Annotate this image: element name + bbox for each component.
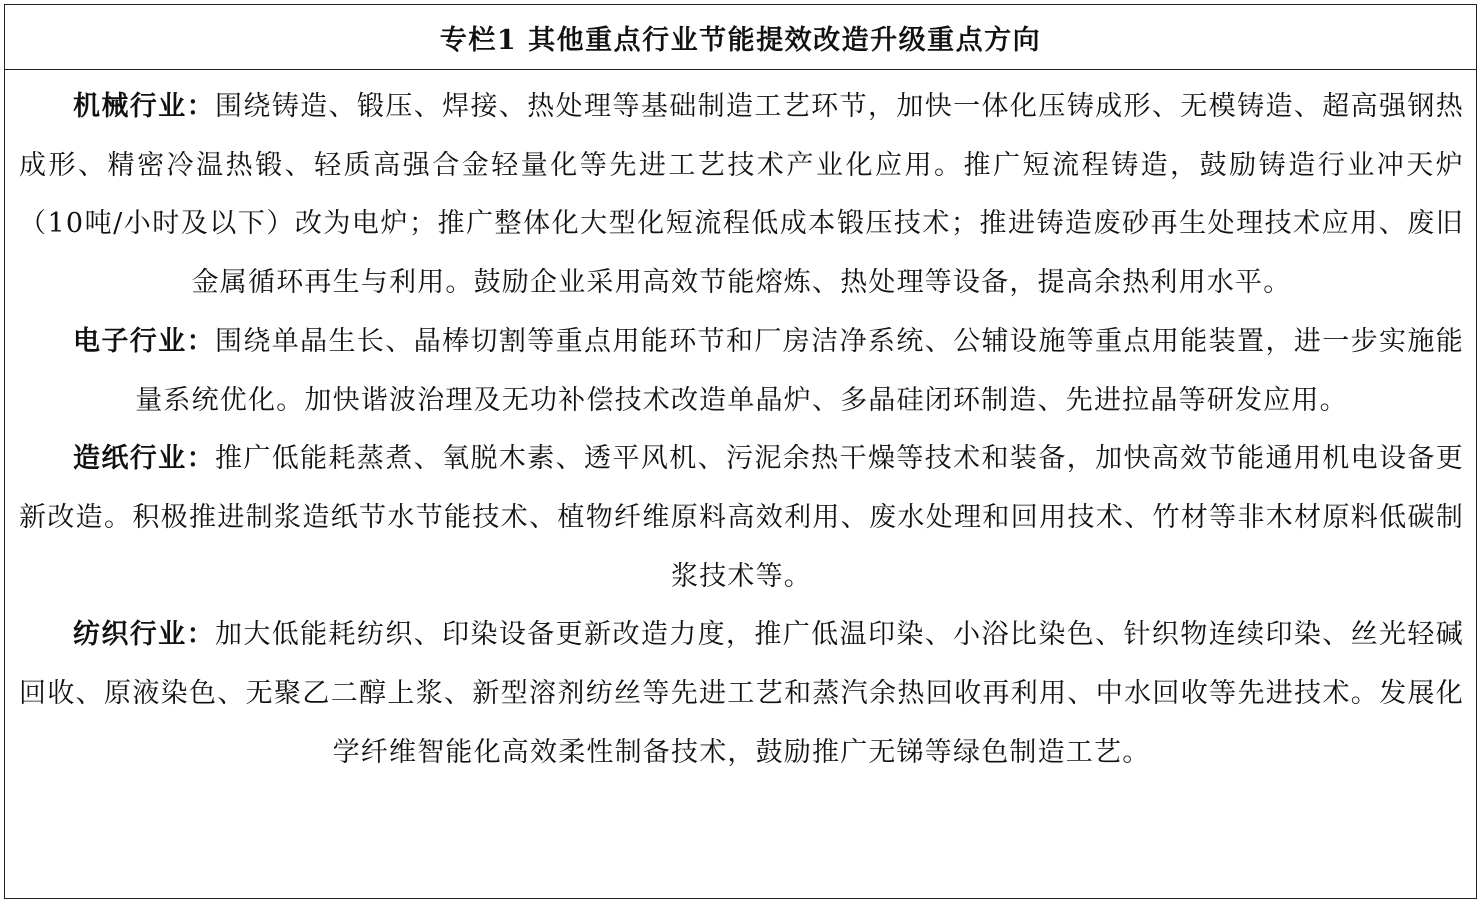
section-machinery: [19, 78, 1464, 313]
section-textile: [19, 606, 1464, 782]
section-heading: 电子行业：: [73, 325, 215, 357]
section-papermaking: [19, 430, 1464, 606]
section-body: 推广低能耗蒸煮、氧脱木素、透平风机、污泥余热干燥等技术和装备，加快高效节能通用机电设备更新改造。积极推进制浆造纸节水节能技术、植物纤维原料高效利用、废水处理和回用技术、竹材等非木材原料低碳制浆技术等。: [19, 443, 1464, 592]
section-body: 围绕单晶生长、晶棒切割等重点用能环节和厂房洁净系统、公辅设施等重点用能装置，进一步实施能量系统优化。加快谐波治理及无功补偿技术改造单晶炉、多晶硅闭环制造、先进拉晶等研发应用。: [135, 325, 1464, 416]
section-body: 围绕铸造、锻压、焊接、热处理等基础制造工艺环节，加快一体化压铸成形、无模铸造、超高强钢热成形、精密冷温热锻、轻质高强合金轻量化等先进工艺技术产业化应用。推广短流程铸造，鼓励铸造行业冲天炉（10吨/小时及以下）改为电炉；推广整体化大型化短流程低成本锻压技术；推进铸造废砂再生处理技术应用、废旧金属循环再生与利用。鼓励企业采用高效节能熔炼、热处理等设备，提高余热利用水平。: [19, 91, 1464, 299]
column-box: [4, 4, 1477, 899]
column-title: 专栏1 其他重点行业节能提效改造升级重点方向: [5, 5, 1476, 70]
section-heading: 纺织行业：: [73, 619, 215, 651]
section-electronics: [19, 313, 1464, 430]
section-heading: 机械行业：: [73, 91, 215, 122]
column-content: [5, 70, 1476, 782]
section-heading: 造纸行业：: [73, 443, 215, 475]
section-body: 加大低能耗纺织、印染设备更新改造力度，推广低温印染、小浴比染色、针织物连续印染、丝光轻碱回收、原液染色、无聚乙二醇上浆、新型溶剂纺丝等先进工艺和蒸汽余热回收再利用、中水回收等先进技术。发展化学纤维智能化高效柔性制备技术，鼓励推广无锑等绿色制造工艺。: [19, 619, 1464, 768]
